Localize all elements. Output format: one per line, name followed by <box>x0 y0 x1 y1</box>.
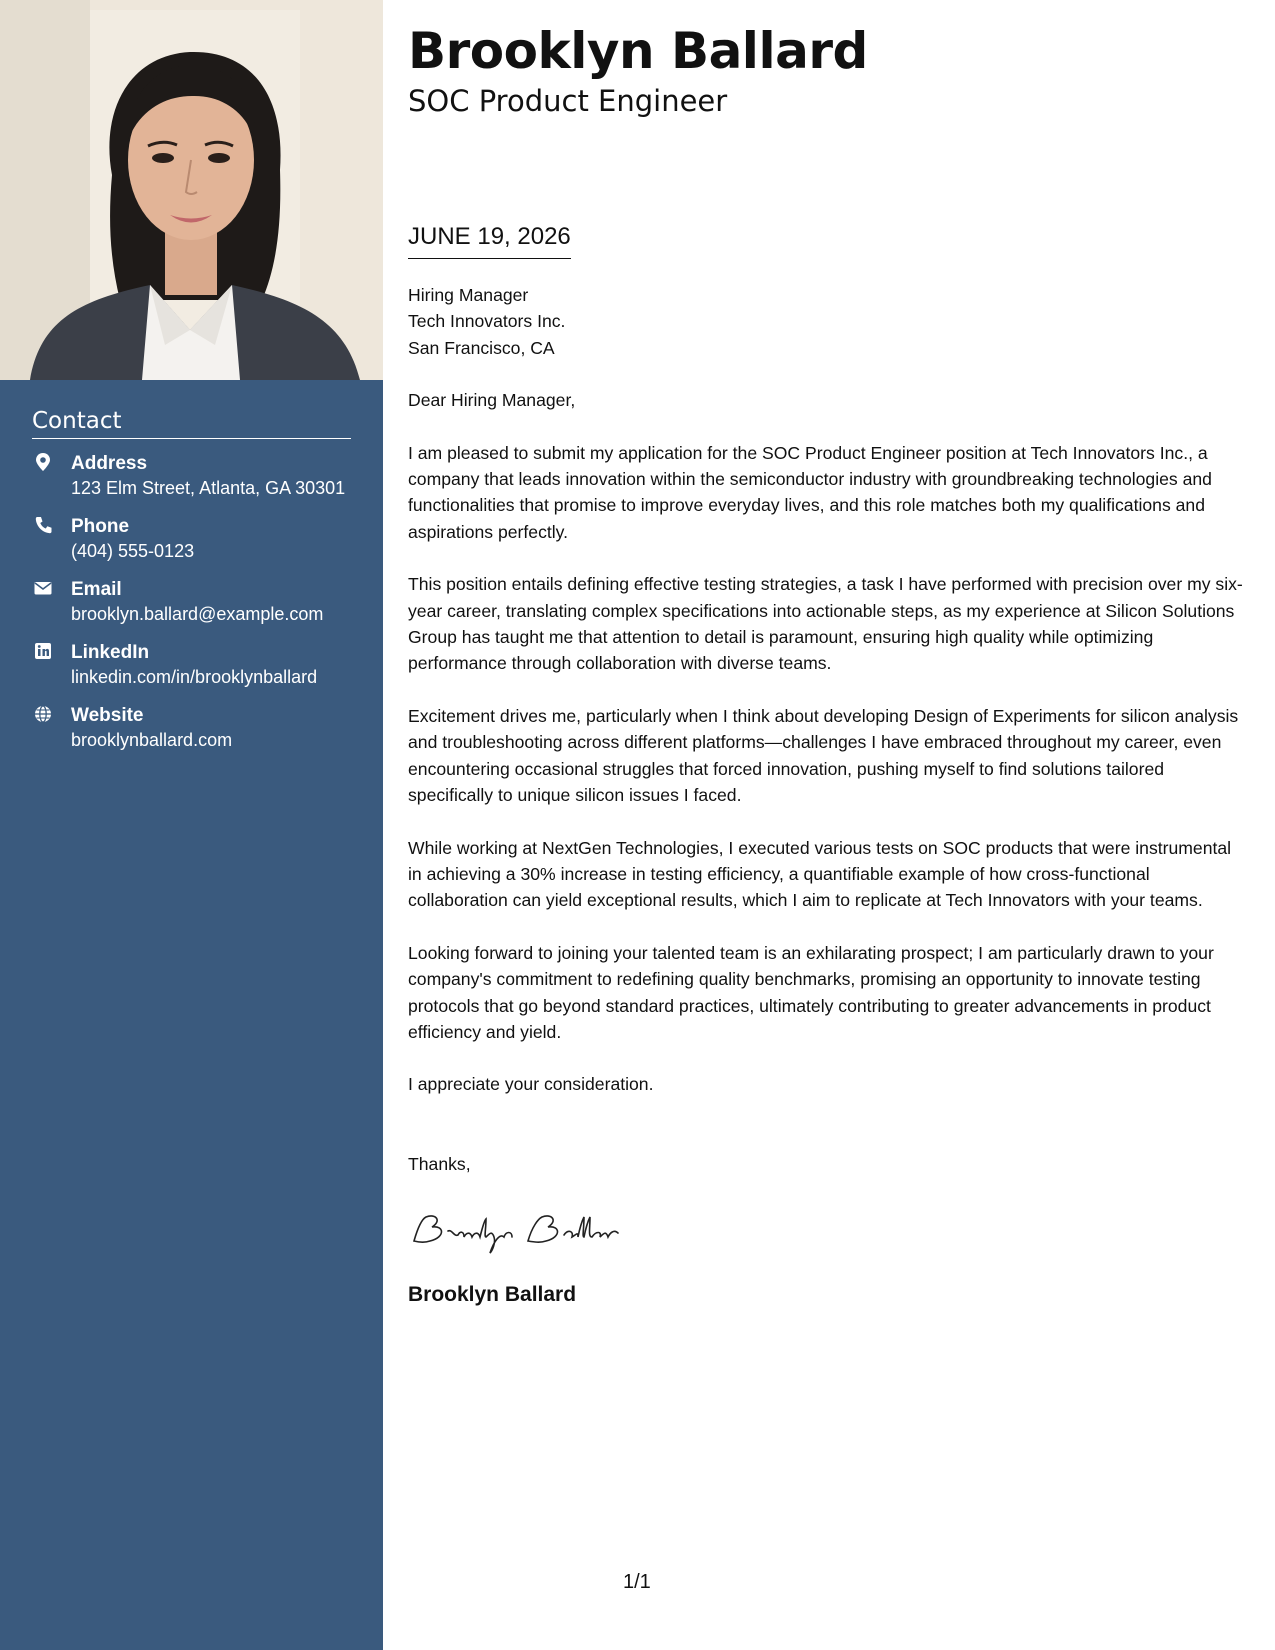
phone-label: Phone <box>71 516 130 537</box>
letter-date: JUNE 19, 2026 <box>408 223 571 259</box>
salutation: Dear Hiring Manager, <box>408 390 576 411</box>
signer-name: Brooklyn Ballard <box>408 1283 577 1307</box>
closing: Thanks, <box>408 1153 471 1174</box>
website-label: Website <box>71 705 144 726</box>
address-value: 123 Elm Street, Atlanta, GA 30301 <box>71 478 346 498</box>
website-value[interactable]: brooklynballard.com <box>71 730 233 750</box>
recipient-block <box>408 282 1248 361</box>
recipient-line: Tech Innovators Inc. <box>408 311 566 332</box>
body-paragraph: Looking forward to joining your talented team is an exhilarating prospect; I am particularly drawn to your company's commitment to redefining quality benchmarks, promising an opportunity to innovate testing protocols that go beyond standard practices, ultimately contributing to greater advancements in product efficiency and yield. <box>408 942 1214 1042</box>
contact-website <box>32 703 351 753</box>
body-paragraph: I appreciate your consideration. <box>408 1074 654 1095</box>
linkedin-value[interactable]: linkedin.com/in/brooklynballard <box>71 667 318 687</box>
sidebar <box>0 0 383 1650</box>
linkedin-label: LinkedIn <box>71 642 150 663</box>
applicant-role: SOC Product Engineer <box>408 84 728 118</box>
contact-email <box>32 577 351 627</box>
email-value[interactable]: brooklyn.ballard@example.com <box>71 604 324 624</box>
body-paragraph: Excitement drives me, particularly when I think about developing Design of Experiments for silicon analysis and troubleshooting across different platforms—challenges I have embraced throughout my career, even encountering occasional struggles that forced innovation, pushing myself to find solutions tailored specifically to unique silicon issues I faced. <box>408 705 1239 806</box>
phone-value: (404) 555-0123 <box>71 541 195 561</box>
recipient-line: Hiring Manager <box>408 285 529 305</box>
contact-heading: Contact <box>32 408 351 439</box>
contact-address <box>32 451 351 501</box>
applicant-name: Brooklyn Ballard <box>408 22 868 80</box>
body-paragraph: While working at NextGen Technologies, I executed various tests on SOC products that were instrumental in achieving a 30% increase in testing efficiency, a quantifiable example of how cross-functional collaboration can yield exceptional results, which I aim to replicate at Tech Innovators with your teams. <box>408 837 1232 911</box>
email-icon <box>34 578 52 598</box>
contact-phone <box>32 514 351 564</box>
handwritten-signature <box>408 1207 678 1257</box>
globe-icon <box>34 704 52 724</box>
profile-photo <box>0 0 383 380</box>
email-label: Email <box>71 579 122 600</box>
body-paragraph: This position entails defining effective testing strategies, a task I have performed with precision over my six-year career, translating complex specifications into actionable steps, as my experience at Silicon Solutions Group has taught me that attention to detail is paramount, ensuring high quality while optimizing performance through collaboration with diverse teams. <box>408 574 1243 674</box>
location-pin-icon <box>34 452 52 472</box>
recipient-line: San Francisco, CA <box>408 337 555 358</box>
letter-body <box>408 282 1248 1309</box>
phone-icon <box>34 515 52 535</box>
page-number: 1/1 <box>623 1571 651 1593</box>
address-label: Address <box>71 453 148 474</box>
body-paragraph: I am pleased to submit my application for the SOC Product Engineer position at Tech Innovators Inc., a company that leads innovation within the semiconductor industry with groundbreaking technologies and functionalities that promise to improve everyday lives, and this role matches both my qualifications and aspirations perfectly. <box>408 442 1212 542</box>
linkedin-icon <box>34 641 52 661</box>
portrait-image <box>0 0 383 380</box>
contact-section <box>32 408 351 766</box>
contact-linkedin <box>32 640 351 690</box>
